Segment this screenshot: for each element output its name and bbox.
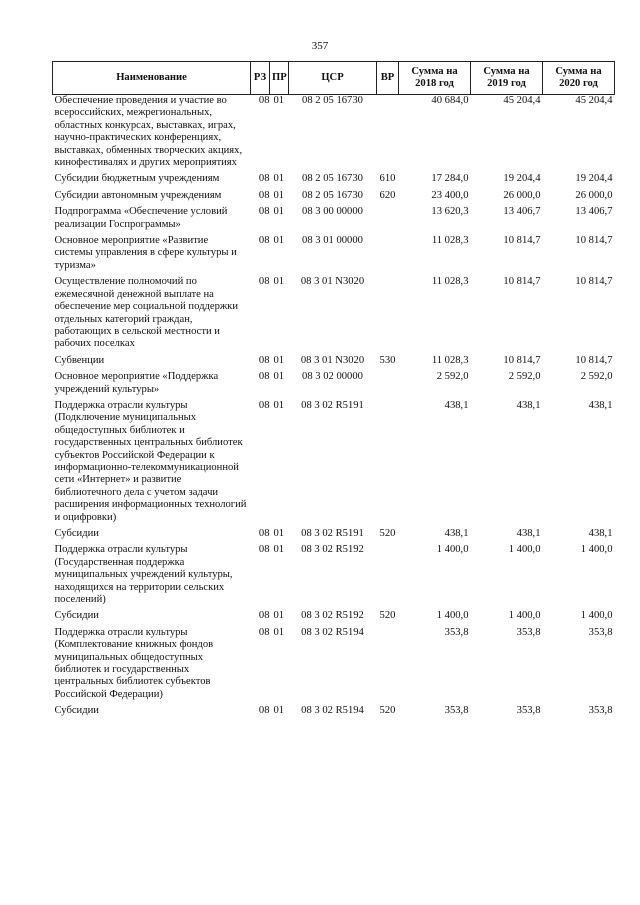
row-sum-2018-cell: 11 028,3 — [431, 354, 469, 366]
row-pr-cell: 01 — [273, 95, 285, 106]
row-sum-2020-cell: 26 000,0 — [575, 189, 613, 201]
header-name: Наименование — [53, 62, 251, 95]
table-row — [53, 173, 615, 189]
row-name-cell: Субсидии бюджетным учреждениям — [54, 173, 220, 185]
row-sum-2018-cell: 11 028,3 — [431, 276, 469, 288]
row-rz-cell: 08 — [258, 276, 270, 288]
row-sum-2018-cell: 353,8 — [444, 705, 469, 717]
row-rz-cell: 08 — [258, 705, 270, 717]
row-vr-cell: 620 — [379, 189, 396, 201]
table-body — [53, 95, 615, 722]
row-name-cell: Поддержка отрасли культуры (Государственная поддержка муниципальных учреждений культуры, находящихся на территории сельских поселений) — [54, 544, 233, 606]
row-vr-cell — [377, 235, 399, 276]
row-vr-cell — [377, 544, 399, 610]
header-csr: ЦСР — [289, 62, 377, 95]
row-pr-cell: 01 — [273, 354, 285, 366]
row-csr-cell: 08 3 02 R5194 — [301, 705, 364, 717]
row-sum-2020-cell: 13 406,7 — [575, 206, 613, 218]
row-rz-cell: 08 — [258, 626, 270, 638]
table-row — [53, 276, 615, 354]
row-sum-2020-cell: 1 400,0 — [580, 610, 613, 622]
row-sum-2019-cell: 19 204,4 — [503, 173, 541, 185]
row-vr-cell — [377, 371, 399, 400]
row-vr-cell — [377, 276, 399, 354]
row-sum-2018-cell: 438,1 — [444, 528, 469, 539]
row-rz-cell: 08 — [258, 173, 270, 185]
row-name-cell: Субсидии — [54, 705, 99, 717]
table-row — [53, 95, 615, 174]
row-sum-2018-cell: 2 592,0 — [436, 371, 469, 383]
row-sum-2018-cell: 1 400,0 — [436, 544, 469, 556]
row-sum-2020-cell: 438,1 — [588, 399, 613, 411]
row-sum-2018-cell: 13 620,3 — [431, 206, 469, 218]
row-csr-cell: 08 3 01 N3020 — [300, 354, 365, 366]
row-csr-cell: 08 3 00 00000 — [302, 206, 363, 218]
row-vr-cell — [377, 95, 399, 174]
row-sum-2018-cell: 23 400,0 — [431, 189, 469, 201]
row-pr-cell: 01 — [273, 705, 285, 717]
row-pr-cell: 01 — [273, 399, 285, 411]
table-row — [53, 371, 615, 400]
row-sum-2020-cell: 2 592,0 — [580, 371, 613, 383]
row-sum-2020-cell: 10 814,7 — [575, 354, 613, 366]
row-rz-cell: 08 — [258, 544, 270, 556]
row-sum-2019-cell: 45 204,4 — [503, 95, 541, 106]
row-pr-cell: 01 — [273, 544, 285, 556]
row-vr-cell: 520 — [379, 705, 396, 717]
row-vr-cell — [377, 400, 399, 528]
row-sum-2018-cell: 1 400,0 — [436, 610, 469, 622]
page-number: 357 — [311, 40, 329, 52]
row-csr-cell: 08 2 05 16730 — [302, 189, 363, 201]
row-name-cell: Субсидии автономным учреждениям — [54, 189, 222, 201]
table-row — [53, 528, 615, 544]
row-sum-2019-cell: 438,1 — [516, 528, 541, 539]
row-sum-2020-cell: 438,1 — [588, 528, 613, 539]
row-sum-2018-cell: 40 684,0 — [431, 95, 469, 106]
row-sum-2020-cell: 19 204,4 — [575, 173, 613, 185]
table-row — [53, 206, 615, 235]
row-pr-cell: 01 — [273, 189, 285, 201]
row-sum-2020-cell: 10 814,7 — [575, 235, 613, 247]
row-csr-cell: 08 3 02 R5191 — [301, 399, 364, 411]
table-row — [53, 610, 615, 626]
row-csr-cell: 08 3 02 R5191 — [301, 528, 364, 539]
row-rz-cell: 08 — [258, 528, 270, 539]
row-sum-2019-cell: 10 814,7 — [503, 354, 541, 366]
row-vr-cell: 610 — [379, 173, 396, 185]
row-csr-cell: 08 3 01 00000 — [302, 235, 363, 247]
header-sum-2018: Сумма на 2018 год — [399, 62, 471, 95]
row-csr-cell: 08 3 02 R5194 — [301, 626, 364, 638]
row-pr-cell: 01 — [273, 610, 285, 622]
row-name-cell: Поддержка отрасли культуры (Подключение муниципальных общедоступных библиотек и государственных центральных библиотек субъектов Российской Федерации к информационно-телекоммуникационной сети «Интернет» и развитие библиотечного дела с учетом задачи расширения информационных технологий и оцифровки) — [54, 399, 247, 523]
row-csr-cell: 08 2 05 16730 — [302, 173, 363, 185]
budget-table — [52, 61, 615, 722]
row-sum-2018-cell: 17 284,0 — [431, 173, 469, 185]
table-row — [53, 355, 615, 371]
row-sum-2018-cell: 438,1 — [444, 399, 469, 411]
row-sum-2020-cell: 1 400,0 — [580, 544, 613, 556]
row-sum-2019-cell: 353,8 — [516, 626, 541, 638]
header-rz: РЗ — [251, 62, 270, 95]
header-pr: ПР — [270, 62, 289, 95]
row-vr-cell: 520 — [379, 528, 396, 539]
row-sum-2020-cell: 10 814,7 — [575, 276, 613, 288]
table-row — [53, 235, 615, 276]
row-sum-2019-cell: 1 400,0 — [508, 610, 541, 622]
row-vr-cell: 520 — [379, 610, 396, 622]
row-name-cell: Осуществление полномочий по ежемесячной денежной выплате на обеспечение мер социальной поддержки отдельных категорий граждан, работающих в сельской местности и рабочих поселках — [54, 276, 239, 350]
row-rz-cell: 08 — [258, 399, 270, 411]
row-name-cell: Подпрограмма «Обеспечение условий реализации Госпрограммы» — [54, 206, 228, 230]
table-row — [53, 627, 615, 705]
row-rz-cell: 08 — [258, 371, 270, 383]
header-sum-2020: Сумма на 2020 год — [543, 62, 615, 95]
row-name-cell: Основное мероприятие «Развитие системы управления в сфере культуры и туризма» — [54, 235, 237, 271]
row-pr-cell: 01 — [273, 206, 285, 218]
row-name-cell: Субсидии — [54, 610, 99, 622]
row-csr-cell: 08 3 02 R5192 — [301, 610, 364, 622]
row-name-cell: Поддержка отрасли культуры (Комплектование книжных фондов муниципальных общедоступных библиотек и государственных центральных библиотек субъектов Российской Федерации) — [54, 626, 214, 700]
row-name-cell: Обеспечение проведения и участие во всероссийских, межрегиональных, областных конкурсах, выставках, играх, научно-практических конференциях, выставках, обменных творческих акциях, кинофестивалях и других мероприятиях — [54, 95, 243, 169]
header-vr: ВР — [377, 62, 399, 95]
table-row — [53, 400, 615, 528]
row-pr-cell: 01 — [273, 173, 285, 185]
row-sum-2019-cell: 26 000,0 — [503, 189, 541, 201]
row-sum-2018-cell: 11 028,3 — [431, 235, 469, 247]
row-sum-2019-cell: 353,8 — [516, 705, 541, 717]
row-pr-cell: 01 — [273, 626, 285, 638]
row-sum-2020-cell: 45 204,4 — [575, 95, 613, 106]
row-name-cell: Субсидии — [54, 528, 99, 539]
row-rz-cell: 08 — [258, 206, 270, 218]
table-header — [53, 62, 615, 95]
row-rz-cell: 08 — [258, 354, 270, 366]
row-sum-2019-cell: 438,1 — [516, 399, 541, 411]
row-sum-2019-cell: 10 814,7 — [503, 276, 541, 288]
row-sum-2019-cell: 1 400,0 — [508, 544, 541, 556]
row-pr-cell: 01 — [273, 276, 285, 288]
row-rz-cell: 08 — [258, 95, 270, 106]
table-row — [53, 544, 615, 610]
row-sum-2019-cell: 13 406,7 — [503, 206, 541, 218]
row-pr-cell: 01 — [273, 371, 285, 383]
row-sum-2020-cell: 353,8 — [588, 626, 613, 638]
row-pr-cell: 01 — [273, 528, 285, 539]
row-vr-cell: 530 — [379, 354, 396, 366]
table-row — [53, 705, 615, 721]
header-sum-2019: Сумма на 2019 год — [471, 62, 543, 95]
row-sum-2018-cell: 353,8 — [444, 626, 469, 638]
row-vr-cell — [377, 206, 399, 235]
row-rz-cell: 08 — [258, 610, 270, 622]
row-sum-2019-cell: 2 592,0 — [508, 371, 541, 383]
row-csr-cell: 08 3 01 N3020 — [300, 276, 365, 288]
row-sum-2020-cell: 353,8 — [588, 705, 613, 717]
row-name-cell: Субвенции — [54, 354, 105, 366]
row-csr-cell: 08 2 05 16730 — [302, 95, 363, 106]
row-pr-cell: 01 — [273, 235, 285, 247]
row-vr-cell — [377, 627, 399, 705]
row-rz-cell: 08 — [258, 235, 270, 247]
table-row — [53, 190, 615, 206]
row-name-cell: Основное мероприятие «Поддержка учреждений культуры» — [54, 371, 219, 395]
row-rz-cell: 08 — [258, 189, 270, 201]
row-csr-cell: 08 3 02 R5192 — [301, 544, 364, 556]
row-csr-cell: 08 3 02 00000 — [302, 371, 363, 383]
row-sum-2019-cell: 10 814,7 — [503, 235, 541, 247]
